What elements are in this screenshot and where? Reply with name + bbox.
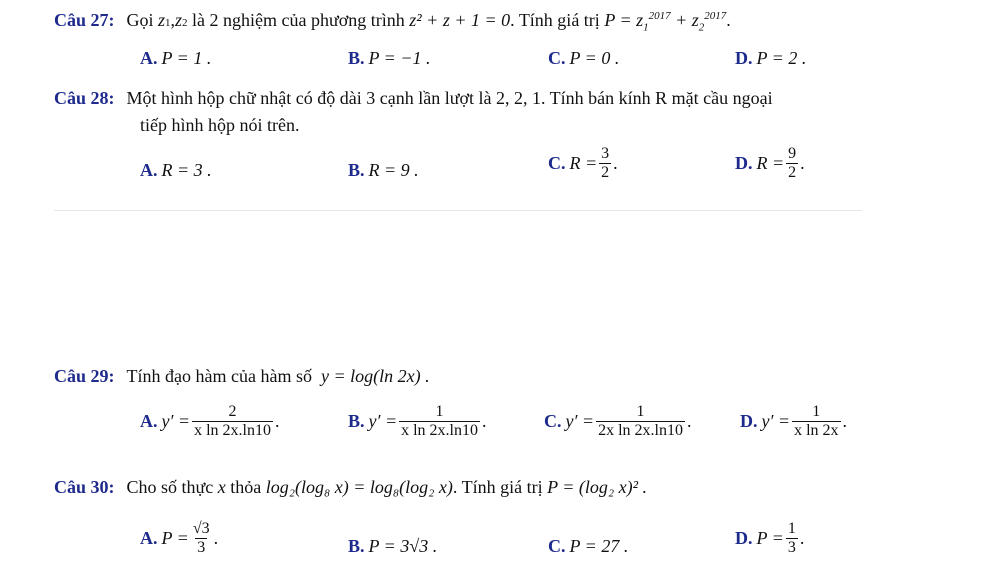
question-29-stem [54,366,969,387]
question-number: Câu 30: [54,477,115,497]
option-b[interactable]: B. P = 3√3 . [348,536,438,556]
option-d[interactable]: D. P = 2 . [735,48,807,68]
equation: log₂(log₈ x) = log₈(log₂ x) [265,477,453,497]
variable: x [217,477,226,497]
option-b[interactable]: B. P = −1 . [348,48,431,68]
option-c[interactable]: C. y′ = $\frac{1}{\text{2x ln 2x.ln10}}$ . [544,403,692,439]
stem-text-line2: tiếp hình hộp nói trên. [140,115,300,135]
question-27 [54,10,969,34]
equation: z² + z + 1 = 0 [409,10,511,30]
divider [54,210,862,211]
option-b[interactable]: B. R = 9 . [348,160,419,180]
subscript: 2 [182,17,188,29]
variable: z [158,10,166,30]
option-a[interactable]: A. P = $\frac{√3}{3}$ . [140,520,219,556]
stem-text: Một hình hộp chữ nhật có độ dài 3 cạnh lần lượt là 2, 2, 1. Tính bán kính R mặt cầu ngoại [126,88,773,108]
function-expression: y = log(ln 2x) . [320,366,430,386]
question-27-stem: Câu 27: Gọi z 1 , z 2 là 2 nghiệm của phương trình z² + z + 1 = 0 . Tính giá trị $P = z_1^{2017} + z_2^{2017}$ . [54,10,731,34]
stem-text: , [170,10,176,30]
target-expression: $P = z_1^{2017} + z_2^{2017}$ [604,10,727,34]
option-d[interactable]: D. y′ = $\frac{1}{\text{x ln 2x}}$ . [740,403,848,439]
option-d[interactable]: D. R = $\frac{9}{2}$ . [735,145,805,181]
question-29 [54,366,969,387]
question-30-stem [54,477,969,498]
option-d[interactable]: D. P = $\frac{1}{3}$ . [735,520,805,556]
question-30 [54,477,969,498]
stem-text: là 2 nghiệm của phương trình [192,10,405,30]
option-c[interactable]: C. R = $\frac{3}{2}$ . [548,145,618,181]
option-c[interactable]: C. P = 27 . [548,536,629,556]
question-number: Câu 29: [54,366,115,386]
stem-text: . Tính giá trị [452,477,543,497]
option-a[interactable]: A. P = 1 . [140,48,212,68]
variable: z [175,10,183,30]
stem-text: Cho số thực [126,477,214,497]
question-28 [54,88,969,136]
stem-text: . Tính giá trị [510,10,600,30]
subscript: 1 [165,17,171,29]
stem-text: Tính đạo hàm của hàm số [126,366,312,386]
question-number: Câu 28: [54,88,115,108]
target-expression: P = (log₂ x)² . [547,477,648,497]
option-b[interactable]: B. y′ = $\frac{1}{\text{x ln 2x.ln10}}$ . [348,403,487,439]
question-number: Câu 27: [54,10,115,30]
question-28-stem [54,88,969,109]
option-c[interactable]: C. P = 0 . [548,48,620,68]
option-a[interactable]: A. R = 3 . [140,160,212,180]
stem-text: thỏa [230,477,262,497]
stem-text: Gọi [126,10,154,30]
option-a[interactable]: A. y′ = $\frac{2}{\text{x ln 2x.ln10}}$ . [140,403,280,439]
